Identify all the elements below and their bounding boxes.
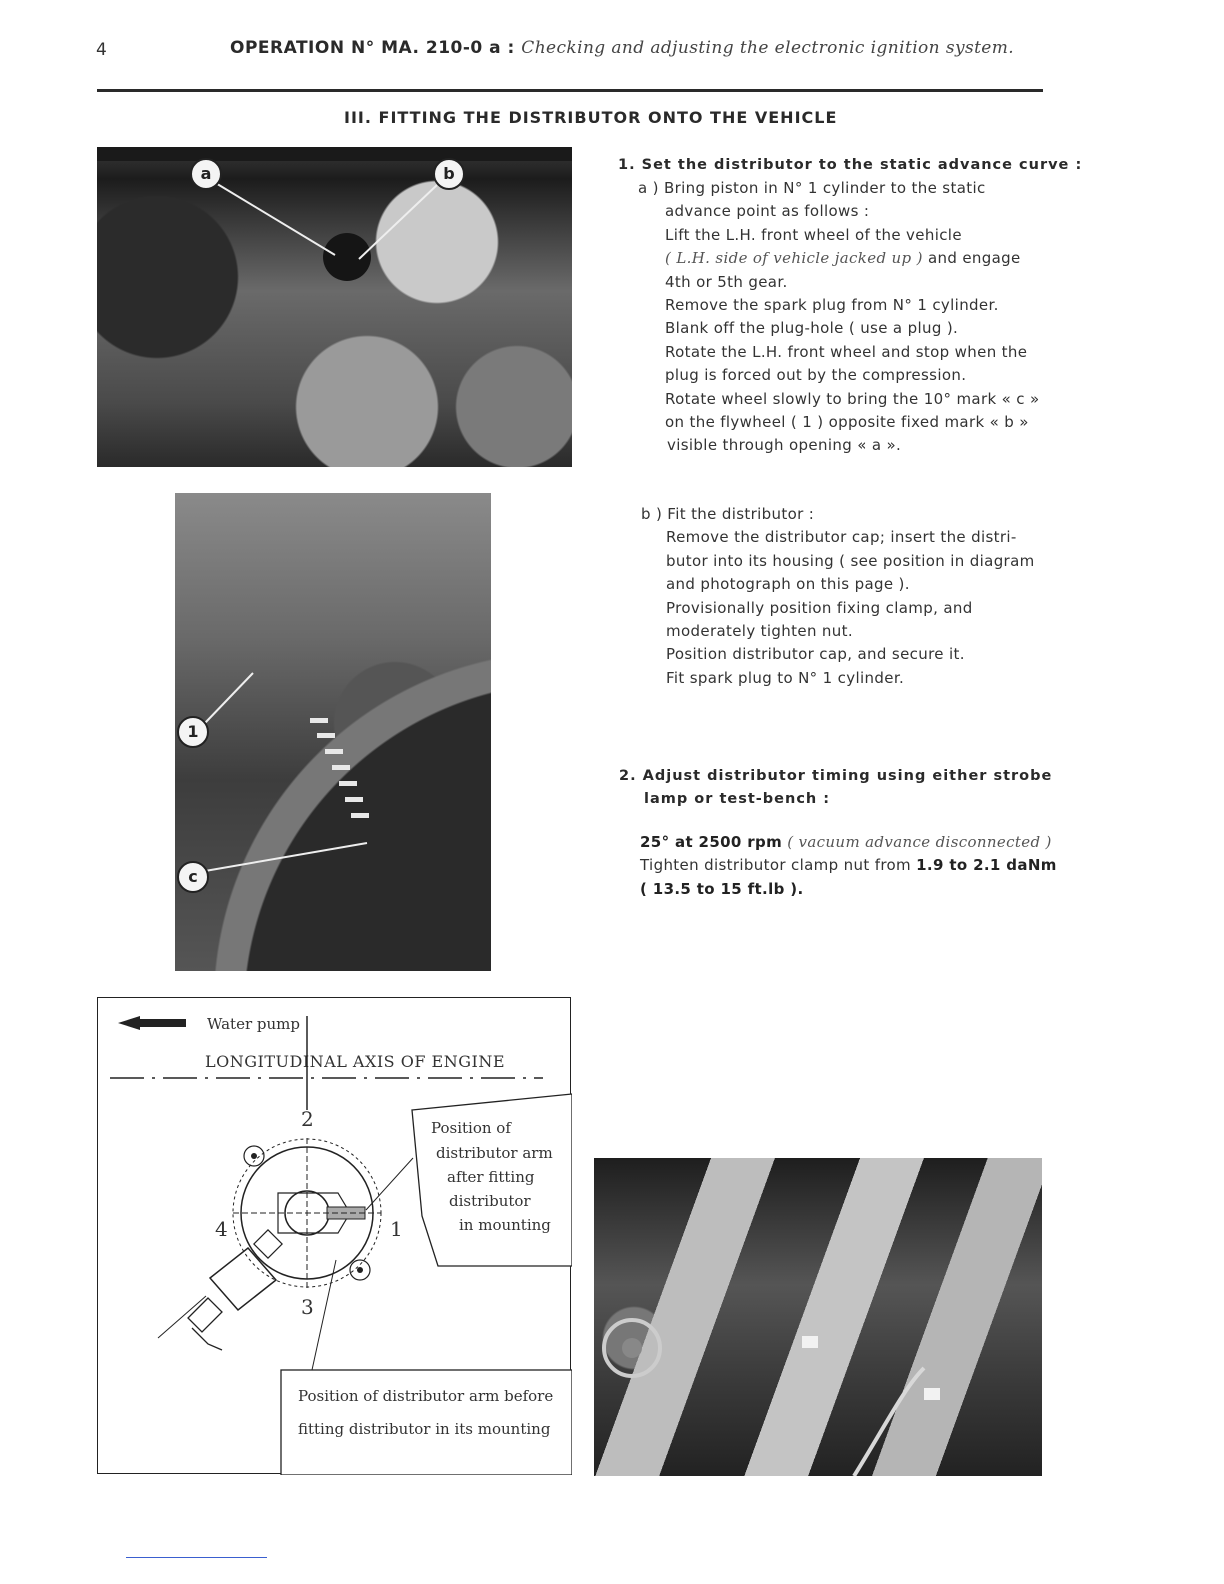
a-line: a ) Bring piston in N° 1 cylinder to the static: [638, 179, 986, 197]
torque-range: 1.9 to 2.1 daNm: [916, 856, 1057, 875]
flywheel-graduations: [310, 718, 369, 818]
callout-b: b: [433, 158, 465, 190]
water-pump-arrow-icon: [118, 1016, 140, 1030]
opening-a-hole: [323, 233, 371, 281]
pointer-b: [359, 185, 437, 259]
step1-a-text: [638, 177, 1040, 458]
a-line: Blank off the plug-hole ( use a plug ).: [665, 319, 959, 338]
water-pump-arrow-shaft: [138, 1019, 186, 1027]
mount-bolt-bottom: [357, 1267, 363, 1273]
a-line: on the flywheel ( 1 ) opposite fixed mark « b »: [665, 413, 1029, 432]
water-pump-label: Water pump: [207, 1015, 300, 1033]
b-line: butor into its housing ( see position in diagram: [666, 551, 1035, 570]
step2-title-line1: 2. Adjust distributor timing using either strobe: [619, 768, 1053, 784]
callout-a: a: [190, 158, 222, 190]
a-line: visible through opening « a ».: [667, 436, 902, 455]
after-fitting-line: after fitting: [447, 1168, 535, 1186]
vacuum-capsule: [210, 1248, 276, 1310]
a-line: Lift the L.H. front wheel of the vehicle: [665, 225, 962, 244]
jacked-up-note: ( L.H. side of vehicle jacked up ): [665, 249, 923, 268]
tighten-text: Tighten distributor clamp nut from: [640, 856, 912, 875]
vacuum-note: ( vacuum advance disconnected ): [787, 833, 1052, 851]
pointer-c: [205, 843, 367, 871]
a-line: [638, 247, 1040, 270]
before-fitting-line: Position of distributor arm before: [298, 1387, 554, 1405]
operation-subtitle: Checking and adjusting the electronic ignition system.: [521, 38, 1015, 58]
hose-label-tag: [802, 1336, 818, 1348]
distributor-arm-before: [254, 1230, 282, 1258]
b-line: Position distributor cap, and secure it.: [666, 645, 965, 664]
a-line: Rotate wheel slowly to bring the 10° mark « c »: [665, 389, 1040, 408]
distributor-position-diagram: [97, 997, 571, 1474]
pointer-1: [205, 673, 253, 723]
photo3-details: [594, 1158, 1042, 1476]
a-line: 4th or 5th gear.: [665, 272, 788, 291]
page-number: 4: [96, 40, 107, 60]
after-fitting-line: distributor arm: [436, 1144, 553, 1162]
step2-title: [619, 765, 1052, 811]
a-line: Remove the spark plug from N° 1 cylinder.: [665, 296, 999, 315]
operation-title: [230, 38, 1014, 58]
callout-1: 1: [177, 716, 209, 748]
b-line: Remove the distributor cap; insert the distri-: [666, 528, 1017, 547]
section-title: III. FITTING THE DISTRIBUTOR ONTO THE VEHICLE: [344, 108, 838, 127]
after-fitting-line: in mounting: [459, 1216, 551, 1234]
header-rule: [97, 89, 1043, 92]
diagram-drawing: [98, 998, 572, 1475]
fuel-pipe: [854, 1368, 924, 1476]
footer-link-underline: [126, 1557, 267, 1558]
b-line: Fit spark plug to N° 1 cylinder.: [666, 668, 905, 687]
b-line: moderately tighten nut.: [666, 622, 853, 641]
after-fitting-line: distributor: [449, 1192, 531, 1210]
engage-text: and engage: [922, 249, 1021, 268]
a-line: advance point as follows :: [665, 202, 870, 221]
after-fitting-line: Position of: [431, 1119, 511, 1137]
timing-spec: [640, 831, 1057, 901]
b-line: and photograph on this page ).: [666, 575, 910, 594]
before-fitting-line: fitting distributor in its mounting: [298, 1420, 551, 1438]
b-line: b ) Fit the distributor :: [641, 505, 815, 523]
mount-bolt-top: [251, 1153, 257, 1159]
hose-label-tag: [924, 1388, 940, 1400]
position-number-1: 1: [390, 1217, 403, 1241]
callout-c: c: [177, 861, 209, 893]
step2-title-line2: lamp or test-bench :: [644, 791, 831, 807]
photo-distributor-housing: [97, 147, 572, 467]
photo1-annotations: [97, 147, 572, 467]
b-line: Provisionally position fixing clamp, and: [666, 598, 973, 617]
position-number-4: 4: [215, 1217, 228, 1241]
after-fitting-leader: [366, 1158, 413, 1210]
advance-value: 25° at 2500 rpm: [640, 833, 783, 851]
vacuum-pipe: [192, 1328, 222, 1350]
position-number-3: 3: [301, 1295, 314, 1319]
step1-b-text: [641, 503, 1035, 690]
photo1-top-band: [97, 147, 572, 161]
a-line: Rotate the L.H. front wheel and stop when the: [665, 342, 1028, 361]
photo2-annotations: [175, 493, 491, 971]
photo-flywheel-marks: [175, 493, 491, 971]
vacuum-capsule-center: [622, 1338, 642, 1358]
vacuum-leader: [158, 1296, 206, 1338]
axis-label: LONGITUDINAL AXIS OF ENGINE: [205, 1052, 505, 1071]
vacuum-nozzle: [188, 1298, 222, 1332]
pointer-a: [214, 182, 335, 255]
photo-distributor-fitted: [594, 1158, 1042, 1476]
position-number-2: 2: [301, 1107, 314, 1131]
torque-imperial: ( 13.5 to 15 ft.lb ).: [640, 879, 804, 898]
a-line: plug is forced out by the compression.: [665, 366, 967, 385]
step1-title: 1. Set the distributor to the static advance curve :: [618, 157, 1083, 173]
operation-code: OPERATION N° MA. 210-0 a :: [230, 38, 515, 58]
